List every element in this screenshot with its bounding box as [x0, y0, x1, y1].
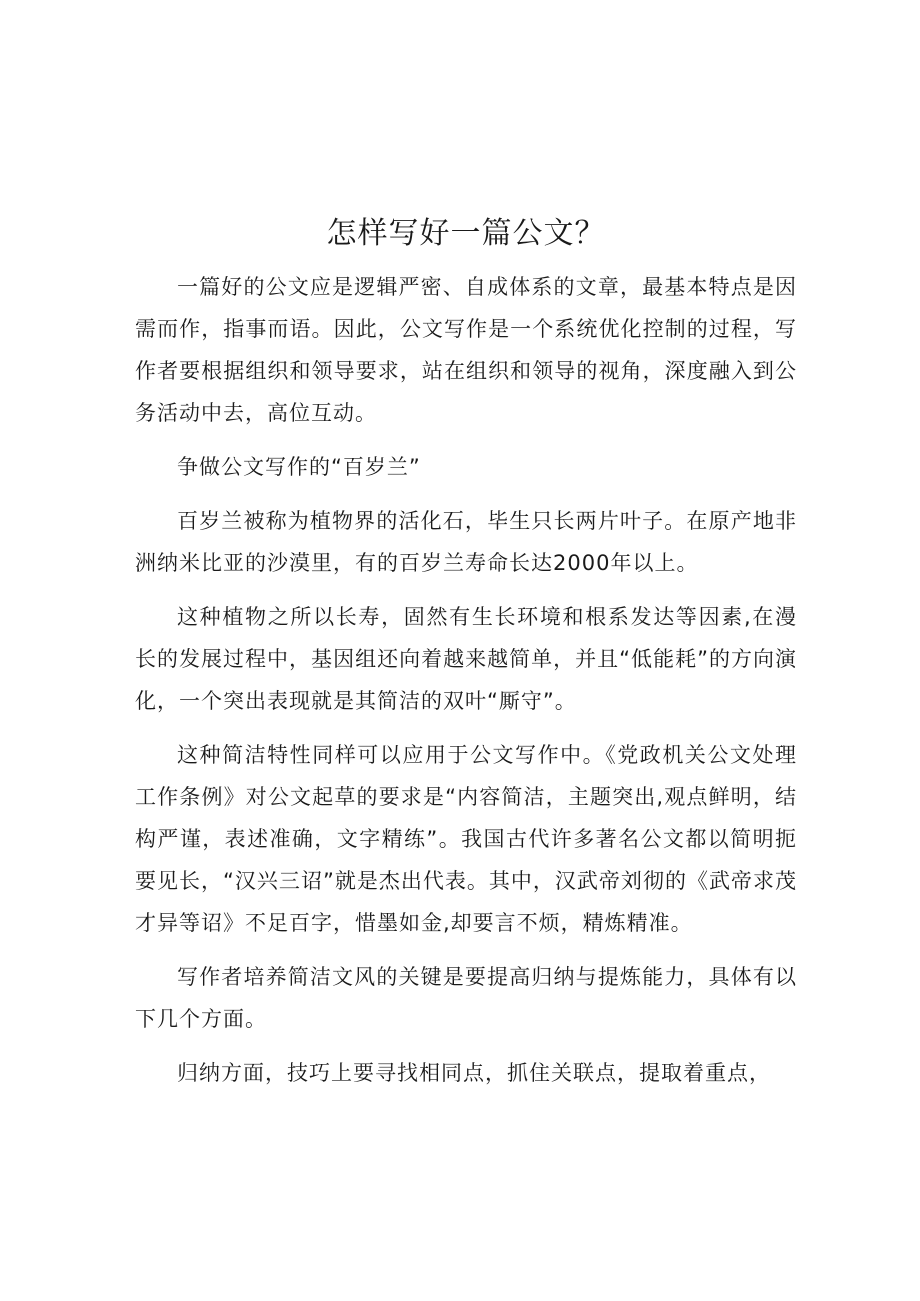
document-title: 怎样写好一篇公文？ — [326, 216, 606, 251]
paragraph-key-ability: 写作者培养简洁文风的关键是要提高归纳与提炼能力，具体有以下几个方面。 — [135, 965, 797, 1031]
paragraph-conciseness: 这种简洁特性同样可以应用于公文写作中。《党政机关公文处理工作条例》对公文起草的要求是“内容简洁，主题突出,观点鲜明，结构严谨，表述准确，文字精练”。我国古代许多著名公文都以简明扼要见长，“汉兴三诏”就是杰出代表。其中，汉武帝刘彻的《武帝求茂才异等诏》不足百字，惜墨如金,却要言不烦，精炼精准。 — [135, 743, 797, 935]
section-heading: 争做公文写作的“百岁兰” — [177, 455, 421, 479]
paragraph-induction: 归纳方面，技巧上要寻找相同点，抓住关联点，提取着重点， — [177, 1061, 771, 1085]
document-body — [135, 212, 797, 1106]
paragraph-longevity: 这种植物之所以长寿，固然有生长环境和根系发达等因素,在漫长的发展过程中，基因组还向着越来越简单，并且“低能耗”的方向演化，一个突出表现就是其简洁的双叶“厮守”。 — [135, 605, 797, 713]
paragraph-welwitschia: 百岁兰被称为植物界的活化石，毕生只长两片叶子。在原产地非洲纳米比亚的沙漠里，有的百岁兰寿命长达2000年以上。 — [135, 509, 797, 575]
paragraph-intro: 一篇好的公文应是逻辑严密、自成体系的文章，最基本特点是因需而作，指事而语。因此，公文写作是一个系统优化控制的过程，写作者要根据组织和领导要求，站在组织和领导的视角，深度融入到公务活动中去，高位互动。 — [135, 275, 797, 425]
